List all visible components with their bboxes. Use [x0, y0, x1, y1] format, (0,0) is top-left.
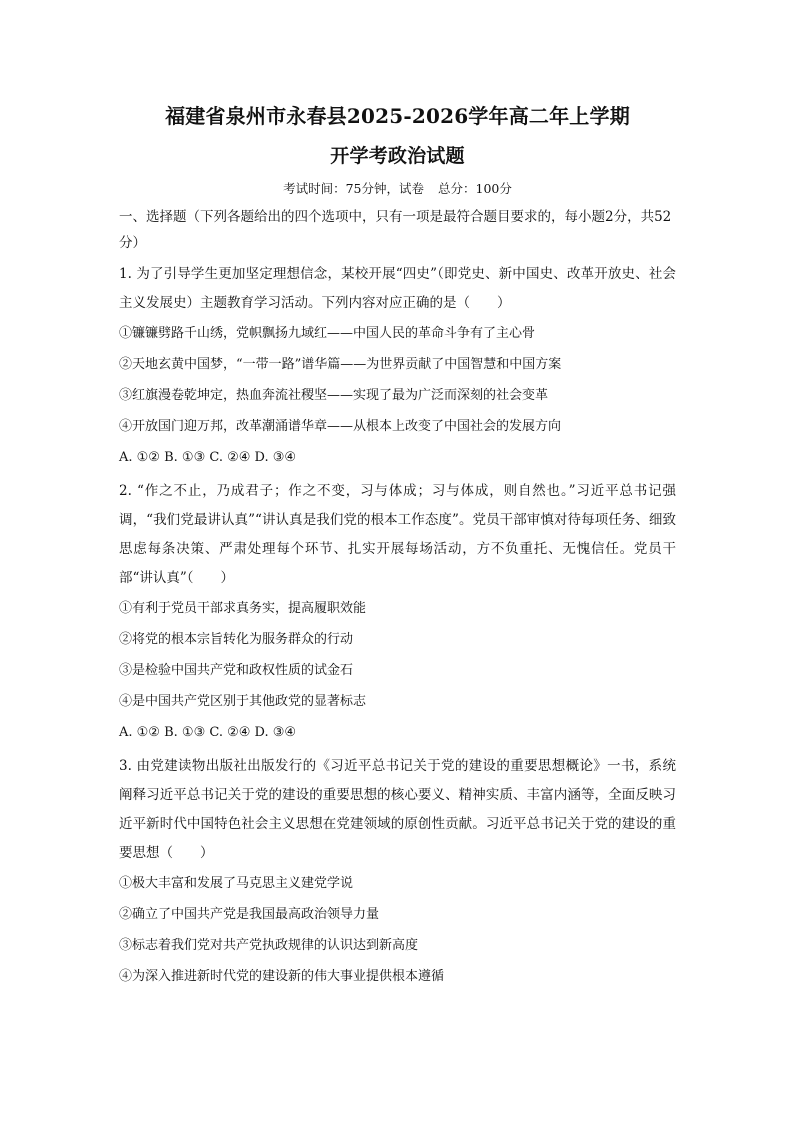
question-3 [119, 752, 676, 992]
question-option: ④开放国门迎万邦，改革潮涌谱华章——从根本上改变了中国社会的发展方向 [119, 419, 562, 434]
question-stem: 1. 为了引导学生更加坚定理想信念，某校开展“四史”（即党史、新中国史、改革开放史、社会主义发展史）主题教育学习活动。下列内容对应正确的是（ ） [119, 266, 676, 311]
question-option: ①镰镰劈路千山绣，党帜飘扬九域红——中国人民的革命斗争有了主心骨 [119, 326, 536, 341]
question-stem: 2. “作之不止，乃成君子；作之不变，习与体成；习与体成，则自然也。”习近平总书记强调，“我们党最讲认真”“讲认真是我们党的根本工作态度”。党员干部审慎对待每项任务、细致思虑每条决策、严肃处理每个环节、扎实开展每场活动，方不负重托、无愧信任。党员干部“讲认真”（ ） [119, 483, 676, 586]
question-option: ③红旗漫卷乾坤定，热血奔流社稷坚——实现了最为广泛而深刻的社会变革 [119, 388, 549, 403]
question-option: ②天地玄黄中国梦，“一带一路”谱华篇——为世界贡献了中国智慧和中国方案 [119, 357, 562, 372]
question-option: ②将党的根本宗旨转化为服务群众的行动 [119, 632, 354, 647]
question-option: ③标志着我们党对共产党执政规律的认识达到新高度 [119, 938, 419, 953]
exam-info [119, 180, 676, 198]
exam-time: 考试时间：75分钟，试卷 [283, 181, 425, 196]
question-option: ③是检验中国共产党和政权性质的试金石 [119, 663, 354, 678]
exam-title-line2: 开学考政治试题 [330, 145, 465, 167]
exam-total-score: 总分：100分 [438, 181, 512, 196]
question-stem: 3. 由党建读物出版社出版发行的《习近平总书记关于党的建设的重要思想概论》一书，系统阐释习近平总书记关于党的建设的重要思想的核心要义、精神实质、丰富内涵等，全面反映习近平新时代中国特色社会主义思想在党建领域的原创性贡献。习近平总书记关于党的建设的重要思想（ ） [119, 758, 676, 861]
answer-choices: A. ①② B. ①③ C. ②④ D. ③④ [119, 450, 297, 465]
question-1 [119, 260, 676, 473]
question-option: ②确立了中国共产党是我国最高政治领导力量 [119, 907, 380, 922]
question-2 [119, 477, 676, 748]
question-option: ④为深入推进新时代党的建设新的伟大事业提供根本遵循 [119, 969, 445, 984]
exam-title-line1: 福建省泉州市永春县2025-2026学年高二年上学期 [165, 104, 630, 128]
section-heading: 一、选择题（下列各题给出的四个选项中，只有一项是最符合题目要求的，每小题2分，共52分） [119, 209, 672, 251]
answer-choices: A. ①② B. ①③ C. ②④ D. ③④ [119, 725, 297, 740]
question-option: ①极大丰富和发展了马克思主义建党学说 [119, 876, 354, 891]
question-option: ④是中国共产党区别于其他政党的显著标志 [119, 694, 367, 709]
question-option: ①有利于党员干部求真务实，提高履职效能 [119, 601, 367, 616]
